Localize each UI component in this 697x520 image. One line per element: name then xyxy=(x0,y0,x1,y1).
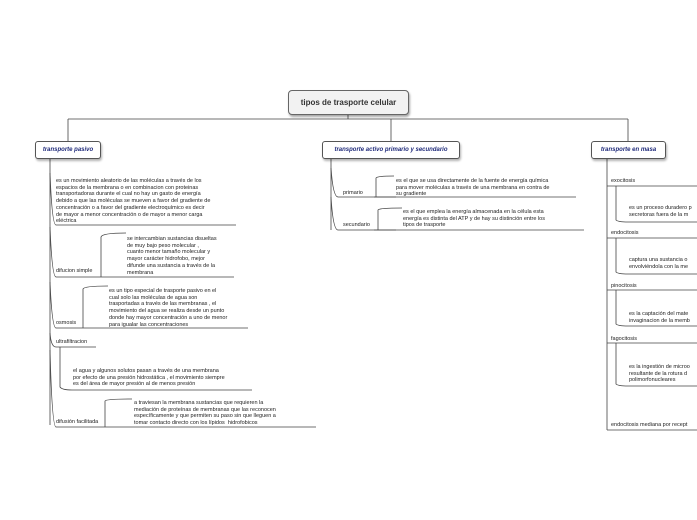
endocitosis-receptores-label[interactable]: endocitosis mediana por recept xyxy=(611,422,688,428)
secundario-description[interactable]: es el que emplea la energía almacenada en la célula esta energía es distinta del ATP y de hay su distinción entre los tipos de trasporte xyxy=(403,209,545,229)
endocitosis-label[interactable]: endocitosis xyxy=(611,230,639,236)
exocitosis-label[interactable]: exocitosis xyxy=(611,178,636,184)
ultrafiltracion-label[interactable]: ultrafiltracion xyxy=(56,339,88,345)
ultrafiltracion-description[interactable]: el agua y algunos solutos pasan a través de una membrana por efecto de una presión hidrostática , el movimiento siempre es del área de mayor presión al de menos presión xyxy=(73,368,225,388)
primario-label[interactable]: primario xyxy=(343,190,363,196)
primario-description[interactable]: es el que se usa directamente de la fuente de energía química para mover moléculas a través de una membrana en contra de su gradiente xyxy=(396,178,550,198)
exocitosis-description[interactable]: es un proceso duradero p secretoras fuera de la m xyxy=(629,205,692,218)
endocitosis-description[interactable]: captura una sustancia o envolviéndola con la me xyxy=(629,257,689,270)
branch-transporte-pasivo[interactable]: transporte pasivo xyxy=(35,141,101,159)
fagocitosis-description[interactable]: es la ingestión de microo resultante de la rotura d polimorfonucleares xyxy=(629,364,690,384)
difusion-facilitada-label[interactable]: difusión facilitada xyxy=(56,419,99,425)
osmosis-label[interactable]: osmosis xyxy=(56,320,77,326)
branch-transporte-activo[interactable]: transporte activo primario y secundario xyxy=(322,141,460,159)
fagocitosis-label[interactable]: fagocitosis xyxy=(611,336,637,342)
pinocitosis-label[interactable]: pinocitosis xyxy=(611,283,637,289)
difusion-simple-label[interactable]: difucion simple xyxy=(56,268,93,274)
difusion-simple-description[interactable]: se intercambian sustancias disueltas de muy bajo peso molecular , cuanto menor tamaño molecular y mayor carácter hidrofobo, mejor difunde una sustancia a través de la membrana xyxy=(127,236,217,276)
difusion-facilitada-description[interactable]: a traviesan la membrana sustancias que requieren la mediación de proteínas de membranas que las reconocen específicamente y que permiten su paso sin que lleguen a tomar contacto directo con los lípidos hidrofobicos xyxy=(134,400,276,427)
branch-transporte-en-masa[interactable]: transporte en masa xyxy=(591,141,666,159)
pasivo-description[interactable]: es un movimiento aleatorio de las moléculas a través de los espacios de la membrana o en combinacion con proteinas transportadoras durante el cual no hay un gasto de energía debido a que las moléculas se mueven a favor del gradiente de concentración o a favor del gradiente electroquímico es decir de mayor a menor concentración o de mayor a menor carga eléctrica xyxy=(56,178,211,225)
secundario-label[interactable]: secundario xyxy=(343,222,370,228)
root-topic[interactable]: tipos de trasporte celular xyxy=(288,90,409,115)
pinocitosis-description[interactable]: es la captación del mate invaginacion de la memb xyxy=(629,311,690,324)
osmosis-description[interactable]: es un tipo especial de trasporte pasivo en el cual solo las moléculas de agua son trasportadas a través de las membranas , el movimiento del agua se realiza desde un punto donde hay mayor concentración a uno de menor para igualar las concentraciones xyxy=(109,288,228,328)
